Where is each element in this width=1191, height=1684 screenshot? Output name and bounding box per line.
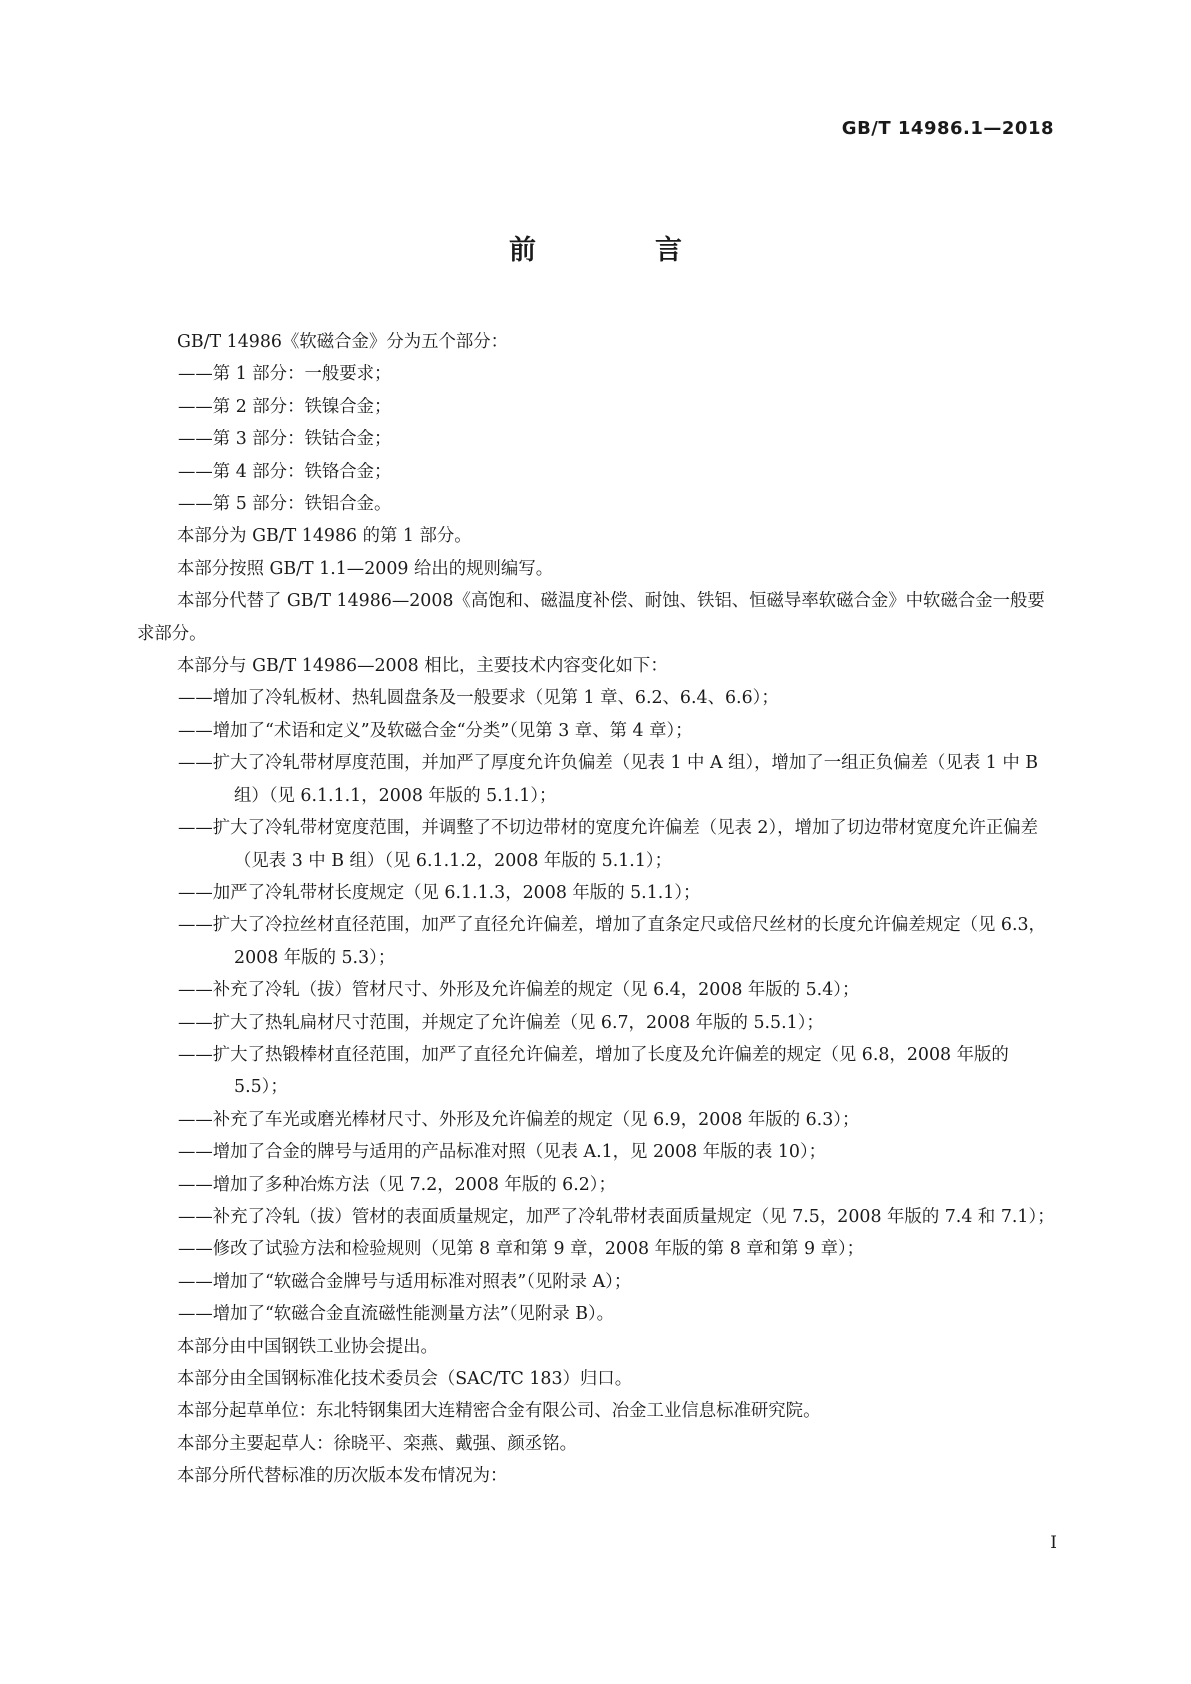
list-item: ——扩大了热锻棒材直径范围，加严了直径允许偏差，增加了长度及允许偏差的规定（见 6.8，2008 年版的 5.5）；	[178, 1044, 1009, 1098]
list-item: ——增加了冷轧板材、热轧圆盘条及一般要求（见第 1 章、6.2、6.4、6.6）；	[178, 688, 779, 709]
list-item: ——补充了冷轧（拔）管材的表面质量规定，加严了冷轧带材表面质量规定（见 7.5，2008 年版的 7.4 和 7.1）；	[178, 1206, 1055, 1227]
paragraph: 本部分代替了 GB/T 14986—2008《高饱和、磁温度补偿、耐蚀、铁铝、恒磁导率软磁合金》中软磁合金一般要求部分。	[137, 591, 1045, 644]
paragraph: 本部分为 GB/T 14986 的第 1 部分。	[177, 526, 472, 547]
list-item: ——第 3 部分：铁钴合金；	[178, 429, 392, 450]
foreword-body	[137, 326, 1059, 1493]
list-item: ——增加了“软磁合金牌号与适用标准对照表”（见附录 A）；	[178, 1271, 632, 1292]
list-item: ——第 2 部分：铁镍合金；	[178, 396, 392, 417]
paragraph: 本部分主要起草人：徐晓平、栾燕、戴强、颜丞铭。	[177, 1433, 577, 1454]
list-item: ——扩大了热轧扁材尺寸范围，并规定了允许偏差（见 6.7，2008 年版的 5.5.1）；	[178, 1012, 824, 1033]
list-item: ——增加了“软磁合金直流磁性能测量方法”（见附录 B）。	[178, 1304, 615, 1325]
list-item: ——增加了多种冶炼方法（见 7.2，2008 年版的 6.2）；	[178, 1174, 616, 1195]
list-item: ——扩大了冷轧带材宽度范围，并调整了不切边带材的宽度允许偏差（见表 2），增加了切边带材宽度允许正偏差（见表 3 中 B 组）（见 6.1.1.2，2008 年版的 5.1.1）；	[178, 818, 1039, 871]
list-item: ——补充了冷轧（拔）管材尺寸、外形及允许偏差的规定（见 6.4，2008 年版的 5.4）；	[178, 980, 860, 1001]
list-item: ——扩大了冷轧带材厚度范围，并加严了厚度允许负偏差（见表 1 中 A 组），增加了一组正负偏差（见表 1 中 B 组）（见 6.1.1.1，2008 年版的 5.1.1）；	[178, 753, 1039, 806]
paragraph: 本部分按照 GB/T 1.1—2009 给出的规则编写。	[177, 558, 554, 579]
list-item: ——第 5 部分：铁铝合金。	[178, 494, 392, 515]
list-item: ——扩大了冷拉丝材直径范围，加严了直径允许偏差，增加了直条定尺或倍尺丝材的长度允许偏差规定（见 6.3，2008 年版的 5.3）；	[178, 915, 1046, 968]
paragraph: 本部分起草单位：东北特钢集团大连精密合金有限公司、冶金工业信息标准研究院。	[177, 1401, 821, 1422]
paragraph: 本部分所代替标准的历次版本发布情况为：	[177, 1466, 508, 1487]
paragraph: GB/T 14986《软磁合金》分为五个部分：	[177, 332, 509, 352]
list-item: ——第 4 部分：铁铬合金；	[178, 461, 392, 482]
paragraph: 本部分与 GB/T 14986—2008 相比，主要技术内容变化如下：	[177, 656, 668, 677]
paragraph: 本部分由全国钢标准化技术委员会（SAC/TC 183）归口。	[177, 1369, 633, 1389]
list-item: ——补充了车光或磨光棒材尺寸、外形及允许偏差的规定（见 6.9，2008 年版的 6.3）；	[178, 1109, 860, 1130]
standard-number: GB/T 14986.1—2018	[841, 118, 1054, 139]
section-title: 前 言	[509, 235, 728, 266]
paragraph: 本部分由中国钢铁工业协会提出。	[177, 1336, 438, 1357]
page-number: I	[1050, 1533, 1057, 1553]
list-item: ——修改了试验方法和检验规则（见第 8 章和第 9 章，2008 年版的第 8 章和第 9 章）；	[178, 1239, 865, 1260]
list-item: ——加严了冷轧带材长度规定（见 6.1.1.3，2008 年版的 5.1.1）；	[178, 882, 701, 903]
list-item: ——增加了“术语和定义”及软磁合金“分类”（见第 3 章、第 4 章）；	[178, 720, 693, 741]
list-item: ——第 1 部分：一般要求；	[178, 364, 392, 385]
list-item: ——增加了合金的牌号与适用的产品标准对照（见表 A.1，见 2008 年版的表 10）；	[178, 1142, 827, 1163]
